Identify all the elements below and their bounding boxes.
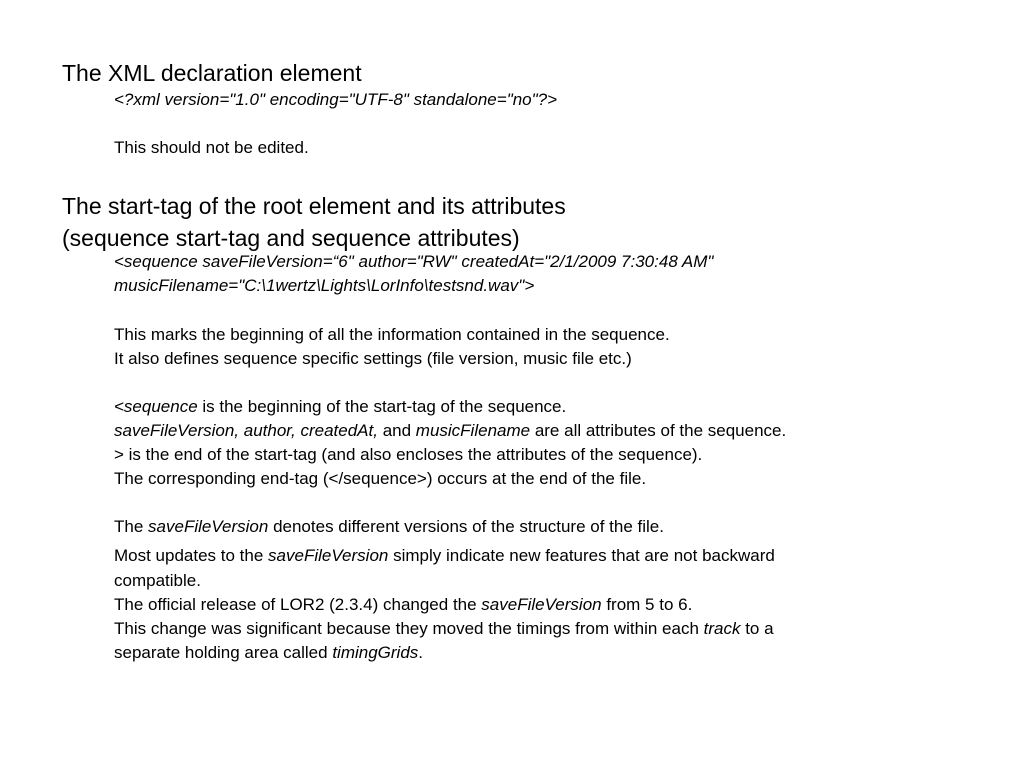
updates-explanation-cont: compatible. [114,571,201,590]
track-term: track [703,619,741,638]
change-pre: This change was significant because they moved the timings from within each [114,619,704,638]
savefileversion-pre: The [114,517,149,536]
sequence-tag-term: <sequence [114,397,198,416]
change-explanation-cont [114,641,423,665]
sequence-description-line2: It also defines sequence specific settings (file version, music file etc.) [114,349,632,368]
savefileversion-term: saveFileVersion [148,517,269,536]
timinggrids-term: timingGrids [332,643,419,662]
attributes-explanation [114,419,786,443]
music-filename-term: musicFilename [415,421,531,440]
release-pre: The official release of LOR2 (2.3.4) changed the [114,595,482,614]
official-release-explanation [114,593,692,617]
attributes-text: are all attributes of the sequence. [530,421,787,440]
sequence-description-line1: This marks the beginning of all the information contained in the sequence. [114,325,670,344]
change-explanation [114,617,774,641]
sequence-tag-text: is the beginning of the start-tag of the sequence. [197,397,567,416]
tag-end-explanation: > is the end of the start-tag (and also encloses the attributes of the sequence). [114,445,703,464]
savefileversion-text: denotes different versions of the structure of the file. [268,517,664,536]
xml-declaration-note: This should not be edited. [114,138,309,157]
savefileversion-explanation [114,515,664,539]
updates-term: saveFileVersion [268,546,389,565]
section-heading-start-tag: The start-tag of the root element and its attributes [62,193,566,219]
change-cont-pre: separate holding area called [114,643,333,662]
section-heading-start-tag-sub: (sequence start-tag and sequence attributes) [62,225,520,251]
sequence-start-tag-code-line2: musicFilename="C:\1wertz\Lights\LorInfo\testsnd.wav"> [114,276,535,295]
updates-pre: Most updates to the [114,546,269,565]
change-text: to a [740,619,774,638]
xml-declaration-code: <?xml version="1.0" encoding="UTF-8" standalone="no"?> [114,90,558,109]
change-cont-end: . [418,643,424,662]
attributes-terms: saveFileVersion, author, createdAt, [114,421,378,440]
updates-explanation [114,544,775,568]
updates-text: simply indicate new features that are not backward [388,546,775,565]
section-heading-xml-declaration: The XML declaration element [62,60,362,86]
sequence-tag-explanation [114,395,566,419]
release-term: saveFileVersion [481,595,602,614]
end-tag-explanation: The corresponding end-tag (</sequence>) occurs at the end of the file. [114,469,647,488]
release-text: from 5 to 6. [601,595,693,614]
sequence-start-tag-code-line1: <sequence saveFileVersion=“6" author="RW" createdAt="2/1/2009 7:30:48 AM" [114,252,714,271]
attributes-and: and [377,421,416,440]
